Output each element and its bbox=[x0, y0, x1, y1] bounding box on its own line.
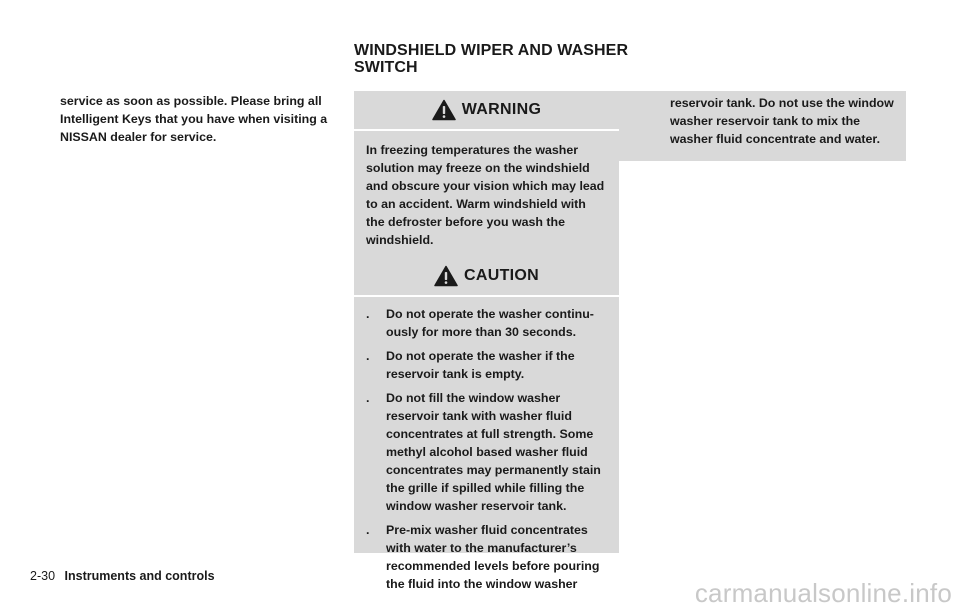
footer-section-name: Instruments and controls bbox=[64, 569, 215, 583]
bullet-marker: . bbox=[366, 523, 370, 537]
page-footer bbox=[30, 568, 215, 584]
bullet-marker: . bbox=[366, 349, 370, 363]
caution-item-text: Pre-mix washer fluid concentrates with water to the manufacturer’s recommended levels before pouring the fluid into the window washer bbox=[386, 523, 600, 591]
caution-item bbox=[366, 347, 607, 383]
warning-triangle-icon bbox=[434, 265, 458, 287]
warning-box bbox=[354, 91, 619, 259]
caution-item-text: Do not fill the window washer reservoir tank with washer fluid concentrates at full strength. Some methyl alcohol based washer fluid concentrates may permanently stain the grille if spilled while filling the window washer reservoir tank. bbox=[386, 391, 601, 513]
caution-box bbox=[354, 257, 619, 591]
warning-text: In freezing temperatures the washer solution may freeze on the windshield and obscure your vision which may lead to an accident. Warm windshield with the defroster before you wash the windshield. bbox=[366, 143, 605, 247]
left-column-text: service as soon as possible. Please bring all Intelligent Keys that you have when visiting a NISSAN dealer for service. bbox=[60, 94, 328, 144]
caution-continued-text: reservoir tank. Do not use the window washer reservoir tank to mix the washer fluid concentrate and water. bbox=[670, 96, 894, 146]
caution-heading: CAUTION bbox=[464, 267, 539, 284]
warning-heading: WARNING bbox=[461, 101, 542, 118]
caution-item bbox=[366, 521, 607, 593]
section-title-line2: SWITCH bbox=[354, 59, 418, 76]
watermark-link[interactable]: carmanualsonline.info bbox=[694, 578, 952, 608]
caution-list bbox=[354, 297, 619, 605]
warning-triangle-icon bbox=[432, 99, 456, 121]
page-number: 2-30 bbox=[30, 569, 56, 583]
bullet-marker: . bbox=[366, 307, 370, 321]
section-title bbox=[354, 42, 654, 76]
warning-header bbox=[354, 91, 619, 131]
caution-continued-box bbox=[619, 91, 906, 161]
section-title-line1: WINDSHIELD WIPER AND WASHER bbox=[354, 42, 629, 59]
caution-item-text: Do not operate the washer continu-ously for more than 30 seconds. bbox=[386, 307, 594, 339]
caution-item bbox=[366, 389, 607, 515]
caution-header bbox=[354, 257, 619, 297]
caution-item-text: Do not operate the washer if the reservoir tank is empty. bbox=[386, 349, 575, 381]
bullet-marker: . bbox=[366, 391, 370, 405]
caution-item bbox=[366, 305, 607, 341]
